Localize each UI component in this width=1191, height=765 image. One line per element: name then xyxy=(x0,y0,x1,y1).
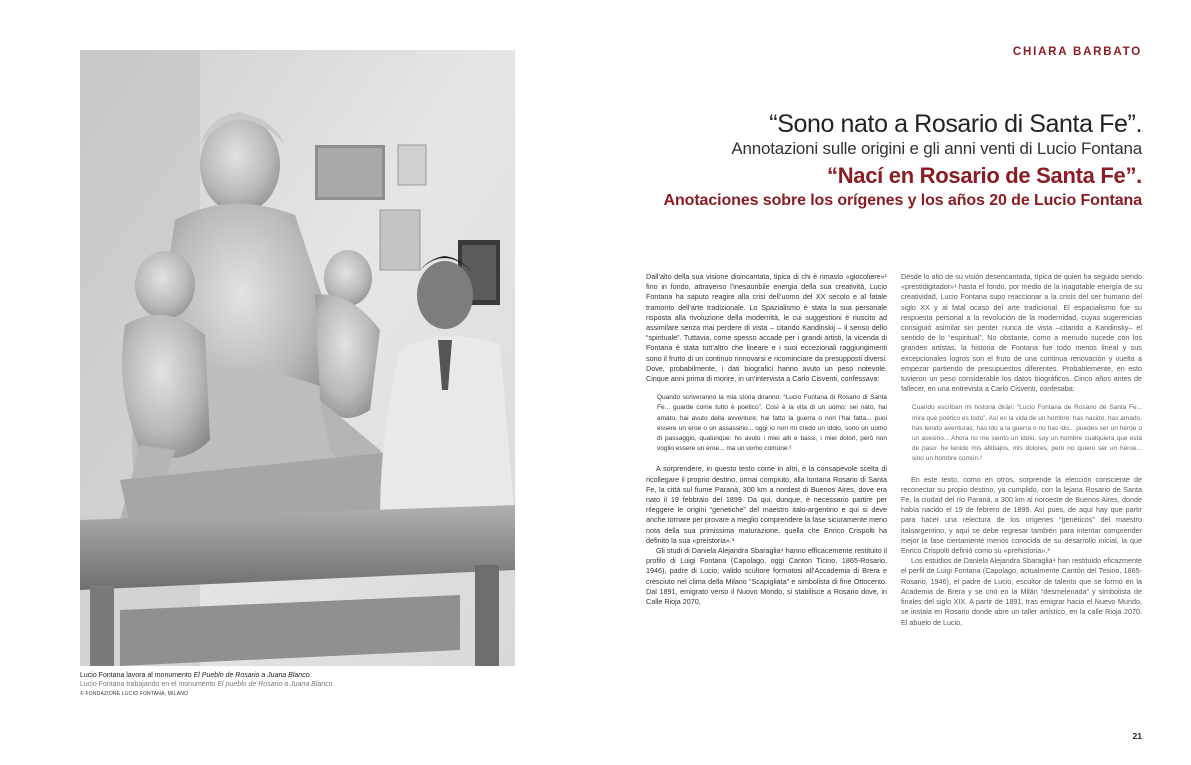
photo-caption xyxy=(80,671,520,699)
author-name: CHIARA BARBATO xyxy=(1012,46,1142,58)
paragraph: Dall’alto della sua visione disincantata, tipica di chi è rimasto «giocoliere»¹ fino in fondo, attraverso l’inesauribile energia della sua creatività, Lucio Fontana ha saputo reagire alla crisi dell’uomo del XX secolo e al fatale tramonto dell’arte tradizionale. Lo Spazialismo è stata la sua personale risposta alla rivoluzione della modernità, le cui suggestioni è riuscito ad assimilare senza mai perdere di vista – citando Kandinskij – il senso dello “spirituale”. Tuttavia, come spesso accade per i grandi artisti, la vicenda di Fontana è stata tutt’altro che lineare e i suoi eccezionali raggiungimenti sono il frutto di un continuo rinnovarsi e ricominciare da presupposti diversi. Dove, probabilmente, i dati biografici hanno avuto un peso notevole. Cinque anni prima di morire, in un’intervista a Carlo Cisventi, confessava: xyxy=(646,272,887,384)
subtitle-italian: Annotazioni sulle origini e gli anni venti di Lucio Fontana xyxy=(731,139,1142,158)
subtitle-spanish: Anotaciones sobre los orígenes y los años 20 de Lucio Fontana xyxy=(663,192,1142,209)
title-spanish: “Nací en Rosario de Santa Fe”. xyxy=(827,163,1142,188)
caption-spanish: Lucio Fontana trabajando en el monumento El pueblo de Rosario a Juana Blanco. xyxy=(80,681,335,688)
paragraph: Los estudios de Daniela Alejandra Sbaraglia⁴ han restituido eficazmente el perfil de Luigi Fontana (Capolago, actualmente Cantón del Tesino, 1865-Rosario, 1946), el padre de Lucio, escultor de talento que se formó en la Academia de Brera y se crió en la Milán “desmelenada” y simbolista de finales del siglo XIX. A partir de 1891, tras emigrar hacia el Nuevo Mundo, se instala en Rosario donde abre un taller artístico, en la calle Rioja 2070. El abuelo de Lucio, xyxy=(901,556,1142,627)
paragraph: Gli studi di Daniela Alejandra Sbaraglia⁴ hanno efficacemente restituito il profilo di Luigi Fontana (Capolago, oggi Canton Ticino, 1865-Rosario, 1946), padre di Lucio, valido scultore formatosi all’Accademia di Brera e cresciuto nel clima della Milano “Scapigliata” e simbolista di fine Ottocento. Dal 1891, emigrato verso il Nuovo Mondo, si stabilisce a Rosario dove, in Calle Rioja 2070, xyxy=(646,546,887,607)
title-italian: “Sono nato a Rosario di Santa Fe”. xyxy=(769,110,1142,138)
photo-credit: © FONDAZIONE LUCIO FONTANA, MILANO xyxy=(80,691,189,697)
block-quote: Quando scriveranno la mia storia diranno: “Lucio Fontana di Rosario di Santa Fe... guarde come tutto è poetico”. Così è la vita di un uomo: sei nato, hai amato, hai avuto della avventure; hai fatto la guerra o non l’hai fatta... puoi essere un eroe o un assassino... oggi io non mi credo un idolo, sono un uomo di passaggio, qualunque: ho avuto i miei alti e bassi, i miei dolori, però non voglio essere un eroe... ma un uomo comune.² xyxy=(657,394,887,453)
paragraph: A sorprendere, in questo testo come in altri, è la consapevole scelta di ricollegare il proprio destino, ormai compiuto, alla lontana Rosario di Santa Fe, la città sul fiume Paranà, 300 km a nordest di Buenos Aires, dove era nato il 19 febbraio del 1899. Da qui, dunque, è necessario partire per rileggere le origini “genetiche” del maestro italo-argentino e qui si deve anche tornare per provare a meglio comprendere la fase sicuramente meno nota della sua primissima maturazione, quella che Enrico Crispolti ha definito la sua «preistoria».³ xyxy=(646,464,887,545)
paragraph: En este texto, como en otros, sorprende la elección consciente de reconectar su propio destino, ya cumplido, con la lejana Rosario de Santa Fe, la ciudad del río Paraná, a 300 km al noroeste de Buenos Aires, donde había nacido el 19 de febrero de 1899. Así pues, de aquí hay que partir para hacer una relectura de los orígenes “genéticos” del maestro italoargentino, y aquí se debe regresar también para intentar comprender mejor la fase ciertamente menos conocida de su desarrollo inicial, la que Enrico Crispolti definió como su «prehistoria».³ xyxy=(901,474,1142,556)
column-italian xyxy=(646,272,887,607)
block-quote: Cuando escriban mi historia dirán: “Lucio Fontana de Rosario de Santa Fe... mira qué poético es todo”. Así es la vida de un hombre: has nacido, has amado, has tenido aventuras; has ido a la guerra o no has ido... puedes ser un héroe o un asesino... Ahora no me siento un ídolo, soy un hombre cualquiera que está de paso: he tenido mis altibajos, mis dolores, pero no quiero ser un héroe... sino un hombre común.² xyxy=(912,404,1142,463)
article-title xyxy=(582,110,1142,212)
column-spanish xyxy=(901,272,1142,628)
sculpture-photo xyxy=(80,50,515,666)
page-number: 21 xyxy=(1132,731,1142,741)
paragraph: Desde lo alto de su visión desencantada, típica de quien ha seguido siendo «prestidigitador»¹ hasta el fondo, por medio de la inagotable energía de su creatividad, Lucio Fontana supo reaccionar a la crisis del ser humano del siglo XX y al fatal ocaso del arte tradicional. El espacialismo fue su respuesta personal a la revolución de la modernidad, cuyas sugerencias consiguió asimilar sin perder nunca de vista –citando a Kandinsky– el sentido de lo “espiritual”. No obstante, como a menudo sucede con los grandes artistas, la historia de Fontana fue todo menos lineal y sus excepcionales logros son el fruto de una continua renovación y vuelta a empezar partiendo de presupuestos diferentes. Probablemente, en esto tuvieron un peso considerable los datos biográficos. Cinco años antes de fallecer, en una entrevista a Carlo Cisventi, confesaba: xyxy=(901,272,1142,394)
caption-italian: Lucio Fontana lavora al monumento El Pueblo de Rosario a Juana Blanco. xyxy=(80,672,312,679)
